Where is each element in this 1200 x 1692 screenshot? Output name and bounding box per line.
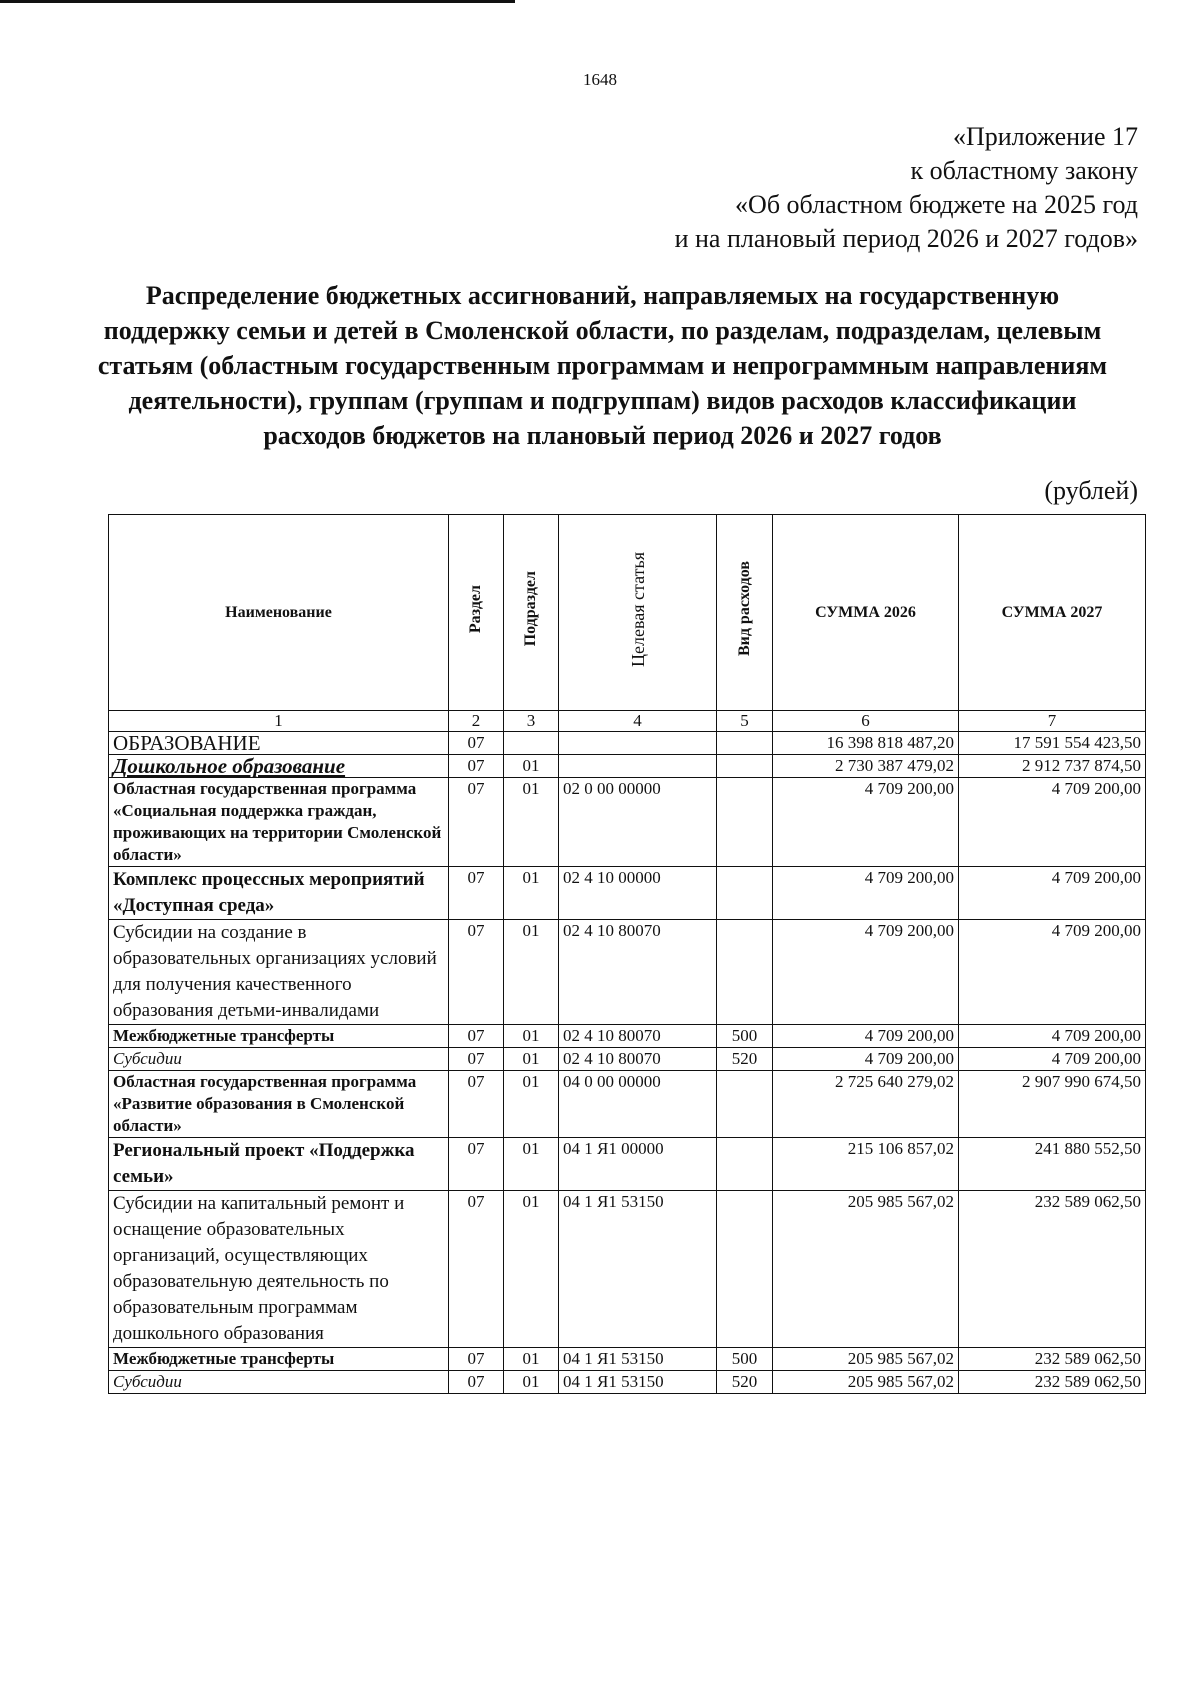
table-row bbox=[109, 920, 1146, 1025]
appendix-header bbox=[675, 120, 1138, 256]
row-sum-2027: 241 880 552,50 bbox=[959, 1138, 1146, 1191]
row-type bbox=[717, 1138, 773, 1191]
row-subsection: 01 bbox=[504, 1191, 559, 1348]
row-target bbox=[559, 755, 717, 778]
row-section: 07 bbox=[449, 1371, 504, 1394]
table-row bbox=[109, 1348, 1146, 1371]
header-sum-2027 bbox=[959, 515, 1146, 711]
row-sum-2026: 16 398 818 487,20 bbox=[773, 732, 959, 755]
row-type: 500 bbox=[717, 1025, 773, 1048]
row-section: 07 bbox=[449, 1025, 504, 1048]
row-section: 07 bbox=[449, 920, 504, 1025]
budget-table bbox=[108, 514, 1146, 1394]
header-expense-type-label: Вид расходов bbox=[735, 561, 753, 657]
row-sum-2027: 232 589 062,50 bbox=[959, 1191, 1146, 1348]
table-row bbox=[109, 1025, 1146, 1048]
row-target: 04 0 00 00000 bbox=[559, 1071, 717, 1138]
units-label: (рублей) bbox=[1044, 476, 1138, 505]
row-type bbox=[717, 732, 773, 755]
row-sum-2026: 4 709 200,00 bbox=[773, 778, 959, 867]
row-target: 02 0 00 00000 bbox=[559, 778, 717, 867]
row-name: ОБРАЗОВАНИЕ bbox=[109, 732, 449, 755]
appendix-line-1: «Приложение 17 bbox=[952, 122, 1138, 151]
row-name: Областная государственная программа «Социальная поддержка граждан, проживающих на территории Смоленской области» bbox=[109, 778, 449, 867]
column-number: 1 bbox=[109, 711, 449, 732]
row-subsection: 01 bbox=[504, 1048, 559, 1071]
column-number: 2 bbox=[449, 711, 504, 732]
row-section: 07 bbox=[449, 755, 504, 778]
table-row bbox=[109, 1371, 1146, 1394]
header-section bbox=[449, 515, 504, 711]
table-row bbox=[109, 1138, 1146, 1191]
header-name-label: Наименование bbox=[225, 603, 332, 621]
row-sum-2026: 4 709 200,00 bbox=[773, 1025, 959, 1048]
row-sum-2026: 4 709 200,00 bbox=[773, 920, 959, 1025]
row-type bbox=[717, 920, 773, 1025]
row-section: 07 bbox=[449, 1048, 504, 1071]
row-type bbox=[717, 1071, 773, 1138]
row-target: 02 4 10 80070 bbox=[559, 1025, 717, 1048]
row-type: 520 bbox=[717, 1048, 773, 1071]
header-expense-type bbox=[717, 515, 773, 711]
row-sum-2026: 2 730 387 479,02 bbox=[773, 755, 959, 778]
header-target-label: Целевая статья bbox=[627, 551, 648, 667]
header-section-label: Раздел bbox=[467, 584, 484, 634]
table-row bbox=[109, 755, 1146, 778]
row-sum-2027: 2 907 990 674,50 bbox=[959, 1071, 1146, 1138]
row-sum-2027: 17 591 554 423,50 bbox=[959, 732, 1146, 755]
row-section: 07 bbox=[449, 1191, 504, 1348]
column-number: 6 bbox=[773, 711, 959, 732]
column-number-row bbox=[109, 711, 1146, 732]
header-name bbox=[109, 515, 449, 711]
row-sum-2027: 4 709 200,00 bbox=[959, 778, 1146, 867]
row-sum-2026: 4 709 200,00 bbox=[773, 1048, 959, 1071]
row-target: 02 4 10 80070 bbox=[559, 920, 717, 1025]
row-section: 07 bbox=[449, 732, 504, 755]
row-subsection: 01 bbox=[504, 920, 559, 1025]
row-type bbox=[717, 1191, 773, 1348]
table-row bbox=[109, 778, 1146, 867]
row-type bbox=[717, 778, 773, 867]
row-sum-2026: 4 709 200,00 bbox=[773, 867, 959, 920]
row-name: Межбюджетные трансферты bbox=[109, 1025, 449, 1048]
table-row bbox=[109, 732, 1146, 755]
row-subsection: 01 bbox=[504, 1071, 559, 1138]
table-row bbox=[109, 1048, 1146, 1071]
row-sum-2026: 205 985 567,02 bbox=[773, 1191, 959, 1348]
header-sum-2027-label: СУММА 2027 bbox=[1001, 603, 1103, 621]
row-subsection bbox=[504, 732, 559, 755]
row-name: Межбюджетные трансферты bbox=[109, 1348, 449, 1371]
table-row bbox=[109, 1071, 1146, 1138]
header-subsection bbox=[504, 515, 559, 711]
row-sum-2027: 4 709 200,00 bbox=[959, 1025, 1146, 1048]
row-section: 07 bbox=[449, 1071, 504, 1138]
top-border-line bbox=[0, 0, 515, 3]
document-title: Распределение бюджетных ассигнований, направляемых на государственную поддержку семьи и детей в Смоленской области, по разделам, подразделам, целевым статьям (областным государственным программам и непрограммным направлениям деятельности), группам (группам и подгруппам) видов расходов классификации расходов бюджетов на плановый период 2026 и 2027 годов bbox=[97, 281, 1108, 450]
header-sum-2026-label: СУММА 2026 bbox=[815, 603, 916, 621]
column-number: 4 bbox=[559, 711, 717, 732]
row-target: 02 4 10 80070 bbox=[559, 1048, 717, 1071]
row-sum-2027: 232 589 062,50 bbox=[959, 1348, 1146, 1371]
row-name: Дошкольное образование bbox=[109, 755, 449, 778]
row-name: Субсидии bbox=[109, 1048, 449, 1071]
row-type bbox=[717, 867, 773, 920]
row-section: 07 bbox=[449, 1138, 504, 1191]
row-target: 04 1 Я1 53150 bbox=[559, 1191, 717, 1348]
row-target: 04 1 Я1 53150 bbox=[559, 1348, 717, 1371]
row-section: 07 bbox=[449, 778, 504, 867]
table-header-row bbox=[109, 515, 1146, 711]
row-sum-2027: 4 709 200,00 bbox=[959, 1048, 1146, 1071]
row-target: 04 1 Я1 53150 bbox=[559, 1371, 717, 1394]
column-number: 5 bbox=[717, 711, 773, 732]
appendix-line-3: «Об областном бюджете на 2025 год bbox=[735, 190, 1138, 219]
row-name: Комплекс процессных мероприятий «Доступная среда» bbox=[109, 867, 449, 920]
row-name: Субсидии на капитальный ремонт и оснащение образовательных организаций, осуществляющих образовательную деятельность по образовательным программам дошкольного образования bbox=[109, 1191, 449, 1348]
row-type: 520 bbox=[717, 1371, 773, 1394]
row-subsection: 01 bbox=[504, 1025, 559, 1048]
row-subsection: 01 bbox=[504, 867, 559, 920]
row-sum-2026: 205 985 567,02 bbox=[773, 1371, 959, 1394]
table-row bbox=[109, 1191, 1146, 1348]
column-number: 7 bbox=[959, 711, 1146, 732]
appendix-line-2: к областному закону bbox=[910, 156, 1138, 185]
row-name: Региональный проект «Поддержка семьи» bbox=[109, 1138, 449, 1191]
row-sum-2026: 215 106 857,02 bbox=[773, 1138, 959, 1191]
row-sum-2026: 205 985 567,02 bbox=[773, 1348, 959, 1371]
row-sum-2026: 2 725 640 279,02 bbox=[773, 1071, 959, 1138]
row-sum-2027: 4 709 200,00 bbox=[959, 920, 1146, 1025]
row-section: 07 bbox=[449, 1348, 504, 1371]
page-number: 1648 bbox=[583, 70, 617, 89]
row-name: Субсидии на создание в образовательных организациях условий для получения качественного образования детьми-инвалидами bbox=[109, 920, 449, 1025]
row-subsection: 01 bbox=[504, 755, 559, 778]
row-name: Субсидии bbox=[109, 1371, 449, 1394]
row-type: 500 bbox=[717, 1348, 773, 1371]
appendix-line-4: и на плановый период 2026 и 2027 годов» bbox=[674, 224, 1138, 253]
row-sum-2027: 2 912 737 874,50 bbox=[959, 755, 1146, 778]
row-target: 04 1 Я1 00000 bbox=[559, 1138, 717, 1191]
row-subsection: 01 bbox=[504, 1371, 559, 1394]
row-section: 07 bbox=[449, 867, 504, 920]
header-subsection-label: Подраздел bbox=[522, 571, 539, 647]
row-name: Областная государственная программа «Развитие образования в Смоленской области» bbox=[109, 1071, 449, 1138]
row-type bbox=[717, 755, 773, 778]
row-subsection: 01 bbox=[504, 1138, 559, 1191]
row-sum-2027: 232 589 062,50 bbox=[959, 1371, 1146, 1394]
table-row bbox=[109, 867, 1146, 920]
column-number: 3 bbox=[504, 711, 559, 732]
row-sum-2027: 4 709 200,00 bbox=[959, 867, 1146, 920]
header-sum-2026 bbox=[773, 515, 959, 711]
row-target: 02 4 10 00000 bbox=[559, 867, 717, 920]
row-subsection: 01 bbox=[504, 1348, 559, 1371]
header-target bbox=[559, 515, 717, 711]
row-subsection: 01 bbox=[504, 778, 559, 867]
row-target bbox=[559, 732, 717, 755]
